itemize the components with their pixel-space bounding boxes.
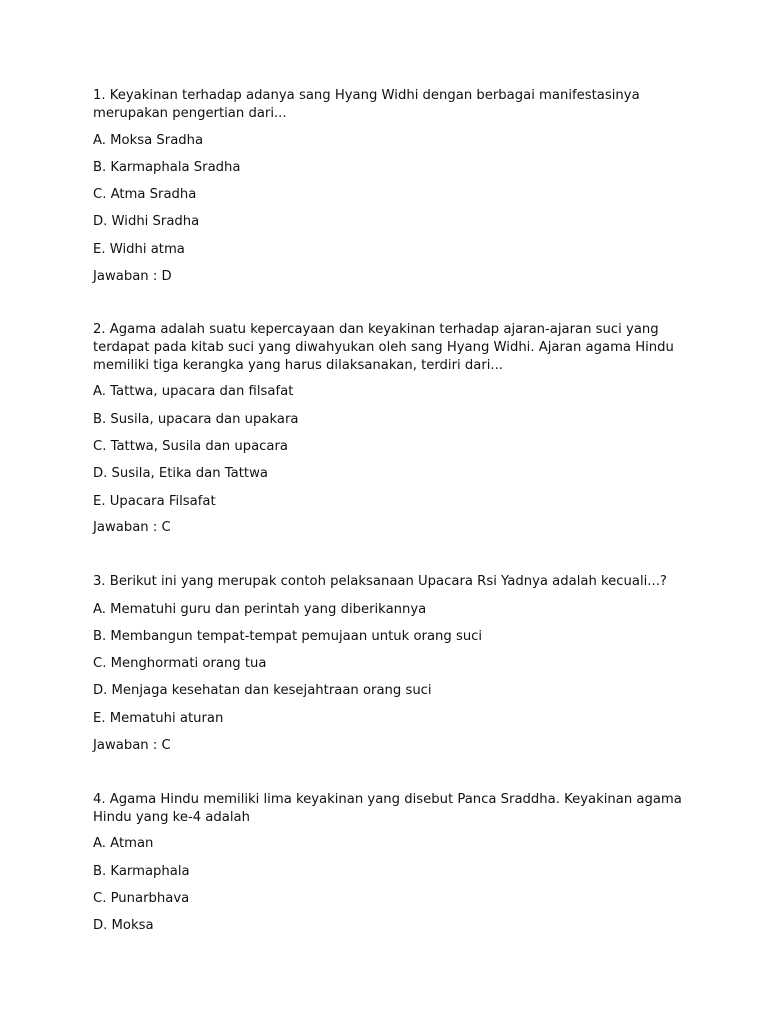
question-4-stem-line-2: Hindu yang ke-4 adalah [93, 810, 250, 825]
question-1-option-a: A. Moksa Sradha [93, 133, 204, 148]
question-1-option-b: B. Karmaphala Sradha [93, 160, 241, 175]
question-4-option-d: D. Moksa [93, 918, 154, 933]
question-1-option-c: C. Atma Sradha [93, 187, 197, 202]
question-1-answer: Jawaban : D [93, 269, 172, 284]
question-1-stem-line-2: merupakan pengertian dari... [93, 106, 287, 121]
question-1-stem-line-1: 1. Keyakinan terhadap adanya sang Hyang Widhi dengan berbagai manifestasinya [93, 88, 640, 103]
question-4-option-b: B. Karmaphala [93, 864, 190, 879]
question-1-option-e: E. Widhi atma [93, 242, 185, 257]
question-3-option-e: E. Mematuhi aturan [93, 711, 224, 726]
question-4-option-c: C. Punarbhava [93, 891, 190, 906]
question-3-option-b: B. Membangun tempat-tempat pemujaan untuk orang suci [93, 629, 483, 644]
question-3-option-c: C. Menghormati orang tua [93, 656, 267, 671]
question-3-answer: Jawaban : C [93, 738, 171, 753]
question-2-stem-line-1: 2. Agama adalah suatu kepercayaan dan keyakinan terhadap ajaran-ajaran suci yang [93, 322, 659, 337]
question-2-option-b: B. Susila, upacara dan upakara [93, 412, 299, 427]
question-3-option-d: D. Menjaga kesehatan dan kesejahtraan orang suci [93, 683, 432, 698]
question-3-option-a: A. Mematuhi guru dan perintah yang diberikannya [93, 602, 427, 617]
question-1-option-d: D. Widhi Sradha [93, 214, 200, 229]
question-2-option-c: C. Tattwa, Susila dan upacara [93, 439, 288, 454]
question-2-option-e: E. Upacara Filsafat [93, 494, 216, 509]
question-2-answer: Jawaban : C [93, 520, 171, 535]
question-4-option-a: A. Atman [93, 836, 154, 851]
question-2-option-d: D. Susila, Etika dan Tattwa [93, 466, 268, 481]
question-2-stem-line-2: terdapat pada kitab suci yang diwahyukan oleh sang Hyang Widhi. Ajaran agama Hindu [93, 340, 674, 355]
question-2-stem-line-3: memiliki tiga kerangka yang harus dilaksanakan, terdiri dari... [93, 358, 503, 373]
question-3-stem-line-1: 3. Berikut ini yang merupak contoh pelaksanaan Upacara Rsi Yadnya adalah kecuali...? [93, 574, 667, 589]
question-4-stem-line-1: 4. Agama Hindu memiliki lima keyakinan yang disebut Panca Sraddha. Keyakinan agama [93, 792, 682, 807]
question-2-option-a: A. Tattwa, upacara dan filsafat [93, 384, 294, 399]
